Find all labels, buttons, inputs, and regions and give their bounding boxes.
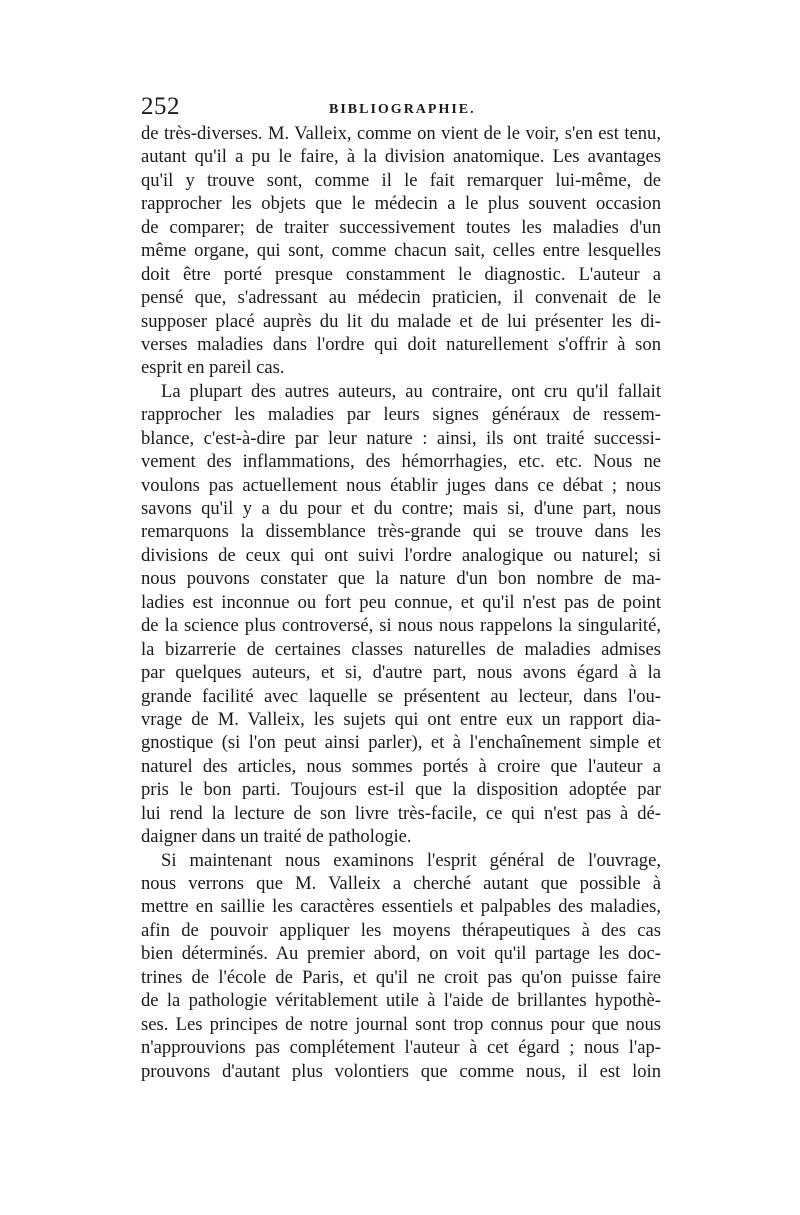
paragraph [141, 122, 661, 380]
text-line: Si maintenant nous examinons l'esprit général de l'ouvrage, [161, 849, 661, 871]
text-line: n'approuvions pas complétement l'auteur à cet égard ; nous l'ap- [141, 1037, 661, 1059]
text-line: trines de l'école de Paris, et qu'il ne croit pas qu'on puisse faire [141, 966, 661, 988]
text-line: supposer placé auprès du lit du malade et de lui présenter les di- [141, 310, 661, 332]
paragraph [141, 849, 661, 1083]
text-line: par quelques auteurs, et si, d'autre part, nous avons égard à la [141, 662, 661, 684]
text-line: rapprocher les maladies par leurs signes généraux de ressem- [141, 404, 661, 426]
text-line: daigner dans un traité de pathologie. [141, 826, 412, 848]
text-line: voulons pas actuellement nous établir juges dans ce débat ; nous [141, 474, 661, 496]
text-line: bien déterminés. Au premier abord, on voit qu'il partage les doc- [141, 943, 661, 965]
page-number: 252 [141, 93, 180, 120]
text-line: rapprocher les objets que le médecin a le plus souvent occasion [141, 193, 661, 215]
text-line: savons qu'il y a du pour et du contre; mais si, d'une part, nous [141, 498, 661, 519]
text-line: ses. Les principes de notre journal sont trop connus pour que nous [141, 1013, 661, 1035]
text-line: ladies est inconnue ou fort peu connue, et qu'il n'est pas de point [141, 591, 661, 613]
text-line: nous verrons que M. Valleix a cherché autant que possible à [141, 873, 661, 894]
text-line: verses maladies dans l'ordre qui doit naturellement s'offrir à son [141, 333, 661, 355]
text-line: gnostique (si l'on peut ainsi parler), et à l'enchaînement simple et [141, 732, 661, 754]
text-line: mettre en saillie les caractères essentiels et palpables des maladies, [141, 896, 661, 918]
text-line: vrage de M. Valleix, les sujets qui ont entre eux un rapport dia- [141, 708, 661, 730]
text-line: autant qu'il a pu le faire, à la division anatomique. Les avantages [141, 146, 661, 168]
paragraph [141, 380, 661, 849]
text-line: afin de pouvoir appliquer les moyens thérapeutiques à des cas [141, 919, 661, 941]
text-line: naturel des articles, nous sommes portés à croire que l'auteur a [141, 755, 661, 777]
text-line: de la pathologie véritablement utile à l'aide de brillantes hypothè- [141, 990, 661, 1012]
text-line: de la science plus controversé, si nous nous rappelons la singularité, [141, 615, 661, 637]
text-line: lui rend la lecture de son livre très-facile, ce qui n'est pas à dé- [141, 802, 661, 824]
body-text [141, 122, 661, 1083]
running-title: BIBLIOGRAPHIE. [329, 102, 476, 117]
text-line: prouvons d'autant plus volontiers que comme nous, il est loin [141, 1060, 661, 1082]
text-line: blance, c'est-à-dire par leur nature : ainsi, ils ont traité successi- [141, 427, 661, 449]
text-line: La plupart des autres auteurs, au contraire, ont cru qu'il fallait [161, 380, 661, 402]
text-line: esprit en pareil cas. [141, 357, 285, 379]
text-line: qu'il y trouve sont, comme il le fait remarquer lui-même, de [141, 169, 661, 191]
text-line: nous pouvons constater que la nature d'un bon nombre de ma- [141, 568, 661, 590]
text-line: de comparer; de traiter successivement toutes les maladies d'un [141, 216, 661, 238]
text-line: pris le bon parti. Toujours est-il que la disposition adoptée par [141, 779, 661, 801]
text-line: remarquons la dissemblance très-grande qui se trouve dans les [141, 521, 661, 543]
text-line: divisions de ceux qui ont suivi l'ordre analogique ou naturel; si [141, 544, 661, 566]
text-line: même organe, qui sont, comme chacun sait, celles entre lesquelles [141, 240, 661, 262]
text-line: vement des inflammations, des hémorrhagies, etc. etc. Nous ne [141, 451, 661, 473]
text-line: pensé que, s'adressant au médecin praticien, il convenait de le [141, 287, 661, 309]
text-line: de très-diverses. M. Valleix, comme on vient de le voir, s'en est tenu, [141, 123, 661, 144]
text-line: la bizarrerie de certaines classes naturelles de maladies admises [141, 638, 661, 660]
text-line: grande facilité avec laquelle se présentent au lecteur, dans l'ou- [141, 685, 661, 707]
text-line: doit être porté presque constamment le diagnostic. L'auteur a [141, 263, 661, 285]
